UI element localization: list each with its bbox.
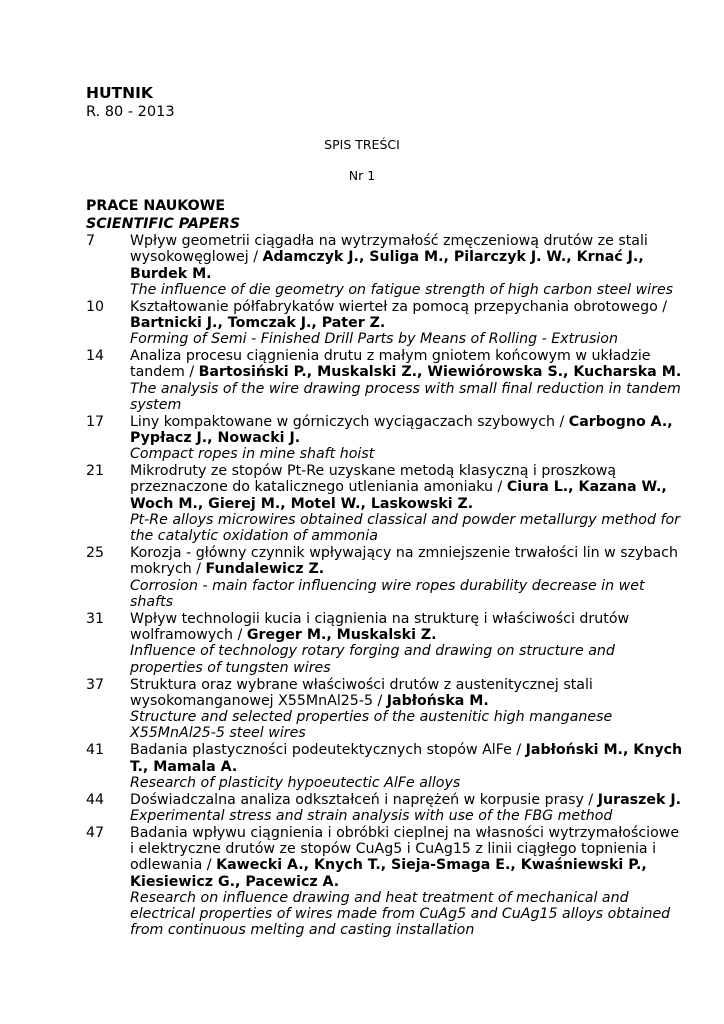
toc-page-number: 10 <box>86 298 105 315</box>
article-authors: Greger M., Muskalski Z. <box>246 627 437 644</box>
toc-entry-body <box>130 677 686 742</box>
article-authors: Jabłoński M., Knych T., Mamala A. <box>130 742 683 775</box>
toc-entry <box>86 742 686 791</box>
article-title-pl: Mikrodruty ze stopów Pt-Re uzyskane metodą klasyczną i proszkową przeznaczone do katalicznego utleniania amoniaku / <box>130 463 617 496</box>
toc-entry-body <box>130 463 686 544</box>
article-title-en: Influence of technology rotary forging and drawing on structure and properties of tungsten wires <box>130 643 615 676</box>
article-authors: Bartosiński P., Muskalski Z., Wiewiórowska S., Kucharska M. <box>198 364 682 381</box>
article-authors: Fundalewicz Z. <box>205 561 325 578</box>
article-title-pl: Badania wpływu ciągnienia i obróbki cieplnej na własności wytrzymałościowe i elektryczne drutów ze stopów CuAg5 i CuAg15 z linii ciągłego topnienia i odlewania / <box>130 824 680 874</box>
toc-entry <box>86 233 686 298</box>
article-authors: Adamczyk J., Suliga M., Pilarczyk J. W., Krnać J., Burdek M. <box>130 249 644 282</box>
article-title-pl: Liny kompaktowane w górniczych wyciągaczach szybowych / <box>130 413 569 430</box>
toc-entry-body <box>130 792 686 825</box>
toc-page-number: 25 <box>86 545 105 562</box>
toc-entry-body <box>130 233 686 298</box>
toc-page-number: 17 <box>86 413 105 430</box>
toc-page-number: 7 <box>86 233 96 249</box>
issue-number: Nr 1 <box>348 168 376 183</box>
toc-entry <box>86 414 686 463</box>
section-title-en: SCIENTIFIC PAPERS <box>86 215 241 232</box>
section-heading <box>86 198 240 233</box>
article-title-pl: Badania plastyczności podeutektycznych stopów AlFe / <box>130 742 526 759</box>
article-authors: Jabłońska M. <box>386 692 489 709</box>
toc-entry <box>86 299 686 348</box>
article-title-en: Research of plasticity hypoeutectic AlFe alloys <box>130 774 461 791</box>
article-title-en: Structure and selected properties of the austenitic high manganese X55MnAl25-5 steel wires <box>130 709 613 742</box>
toc-entry-body <box>130 611 686 676</box>
article-title-en: Pt-Re alloys microwires obtained classical and powder metallurgy method for the catalytic oxidation of ammonia <box>130 512 681 545</box>
article-title-en: Compact ropes in mine shaft hoist <box>130 446 375 463</box>
section-title-pl: PRACE NAUKOWE <box>86 198 226 214</box>
toc-entry-body <box>130 348 686 413</box>
article-authors: Ciura L., Kazana W., Woch M., Gierej M., Motel W., Laskowski Z. <box>130 479 667 512</box>
contents-label: SPIS TREŚCI <box>324 137 400 152</box>
toc-page-number: 31 <box>86 610 105 627</box>
toc-entry <box>86 792 686 825</box>
article-title-en: Experimental stress and strain analysis with use of the FBG method <box>130 807 613 824</box>
article-authors: Juraszek J. <box>597 791 682 808</box>
article-authors: Carbogno A., Pypłacz J., Nowacki J. <box>130 413 673 447</box>
toc-page-number: 37 <box>86 676 105 693</box>
article-title-pl: Doświadczalna analiza odkształceń i naprężeń w korpusie prasy / <box>130 791 598 808</box>
toc-entry <box>86 463 686 544</box>
article-title-pl: Struktura oraz wybrane właściwości drutów z austenitycznej stali wysokomanganowej X55MnAl25-5 / <box>130 676 593 709</box>
toc-entry <box>86 825 686 939</box>
toc-entry <box>86 348 686 413</box>
toc-entry-body <box>130 545 686 610</box>
article-title-en: The influence of die geometry on fatigue strength of high carbon steel wires <box>130 281 674 298</box>
toc-page-number: 41 <box>86 742 105 759</box>
toc-page-number: 14 <box>86 348 105 365</box>
article-title-pl: Analiza procesu ciągnienia drutu z małym gniotem końcowym w układzie tandem / <box>130 348 651 381</box>
toc-entry-body <box>130 299 686 348</box>
article-authors: Bartnicki J., Tomczak J., Pater Z. <box>130 314 386 331</box>
volume-year: R. 80 - 2013 <box>86 104 175 120</box>
article-title-pl: Korozja - główny czynnik wpływający na zmniejszenie trwałości lin w szybach mokrych / <box>130 545 678 578</box>
toc-entry-body <box>130 825 686 939</box>
toc-page-number: 47 <box>86 824 105 841</box>
toc-page-number: 44 <box>86 791 105 808</box>
article-title-en: The analysis of the wire drawing process with small final reduction in tandem system <box>130 380 681 413</box>
table-of-contents <box>86 233 686 939</box>
article-title-pl: Kształtowanie półfabrykatów wierteł za pomocą przepychania obrotowego / <box>130 298 668 315</box>
journal-title: HUTNIK <box>86 84 153 102</box>
toc-entry <box>86 545 686 610</box>
article-title-en: Forming of Semi - Finished Drill Parts by Means of Rolling - Extrusion <box>130 331 618 348</box>
article-title-pl: Wpływ geometrii ciągadła na wytrzymałość zmęczeniową drutów ze stali wysokowęglowej / <box>130 233 648 266</box>
toc-entry-body <box>130 742 686 791</box>
article-title-pl: Wpływ technologii kucia i ciągnienia na strukturę i właściwości drutów wolframowych / <box>130 610 630 644</box>
article-title-en: Corrosion - main factor influencing wire ropes durability decrease in wet shafts <box>130 577 645 611</box>
toc-entry <box>86 611 686 676</box>
toc-entry-body <box>130 414 686 463</box>
masthead <box>86 84 175 121</box>
toc-entry <box>86 677 686 742</box>
article-authors: Kawecki A., Knych T., Sieja-Smaga E., Kwaśniewski P., Kiesiewicz G., Pacewicz A. <box>130 857 647 890</box>
article-title-en: Research on influence drawing and heat treatment of mechanical and electrical properties of wires made from CuAg5 and CuAg15 alloys obtained from continuous melting and casting installation <box>130 889 671 939</box>
toc-page-number: 21 <box>86 463 105 480</box>
